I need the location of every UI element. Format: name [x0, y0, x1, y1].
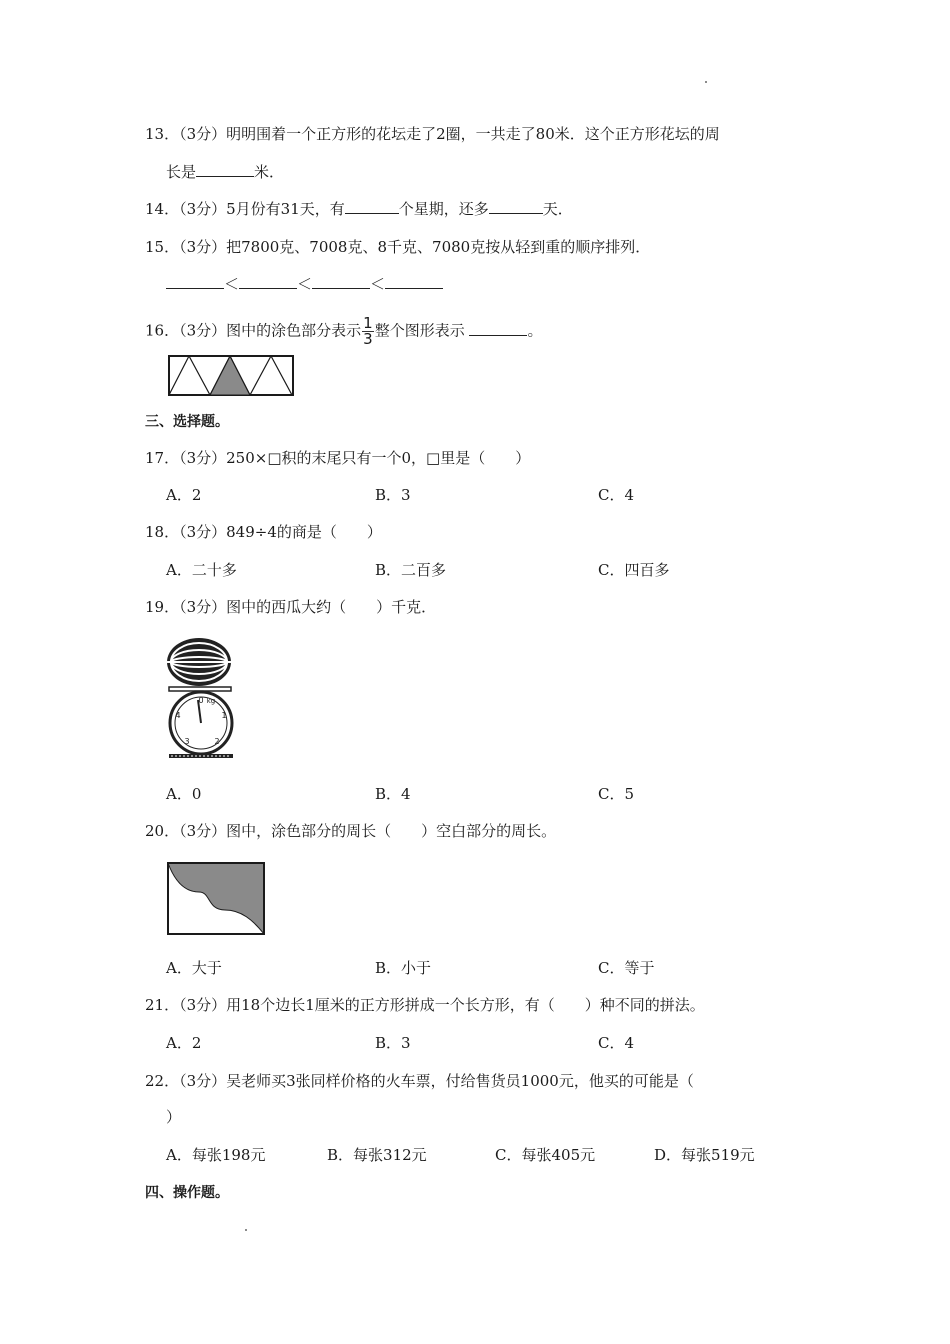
q19-option-a[interactable]: A．0: [166, 785, 202, 803]
q14-blank-weeks[interactable]: [345, 199, 399, 214]
q15-blank-2[interactable]: [239, 274, 297, 289]
q21-option-a[interactable]: A．2: [166, 1034, 202, 1052]
q15-blank-4[interactable]: [385, 274, 443, 289]
q16-answer-blank[interactable]: [469, 321, 527, 336]
scale-num-0: 0: [198, 696, 204, 705]
section4-title: 四、操作题。: [145, 1185, 229, 1201]
watermelon-icon: [167, 638, 231, 686]
q22-option-d[interactable]: D．每张519元: [654, 1146, 755, 1164]
q22-line1: 22．（3分）吴老师买3张同样价格的火车票，付给售货员1000元，他买的可能是（: [145, 1072, 694, 1090]
q20-option-c[interactable]: C．等于: [598, 959, 655, 977]
q20-option-a[interactable]: A．大于: [166, 959, 222, 977]
scale-num-3: 3: [184, 737, 190, 746]
q16-triangle-figure: [168, 355, 294, 396]
q19-option-c[interactable]: C．5: [598, 785, 635, 803]
q20-shaded-region-figure: [167, 862, 265, 936]
q13-line1: 13．（3分）明明围着一个正方形的花坛走了2圈，一共走了80米．这个正方形花坛的周: [145, 125, 720, 143]
q13-line2: [166, 162, 284, 182]
q14-line: [145, 199, 573, 219]
q16-post: 整个图形表示: [374, 321, 465, 340]
q22-option-c[interactable]: C．每张405元: [495, 1146, 596, 1164]
q18-option-a[interactable]: A．二十多: [166, 561, 237, 579]
q13-line2-post: 米．: [254, 163, 285, 181]
q16-shaded-triangle: [210, 356, 250, 395]
q15-order-row: [166, 274, 443, 294]
q17-option-b[interactable]: B．3: [375, 486, 411, 504]
q14-pre: 14．（3分）5月份有31天，有: [145, 200, 345, 218]
q16-frac-num: 1: [363, 314, 373, 332]
q18-option-c[interactable]: C．四百多: [598, 561, 670, 579]
q18-option-b[interactable]: B．二百多: [375, 561, 447, 579]
scale-icon: [169, 687, 233, 758]
q16-pre: 16．（3分）图中的涂色部分表示: [145, 321, 362, 340]
scale-num-2: 2: [214, 737, 220, 746]
section3-title: 三、选择题。: [145, 414, 229, 430]
q20-option-b[interactable]: B．小于: [375, 959, 432, 977]
q17-line: 17．（3分）250×□积的末尾只有一个0，□里是（ ）: [145, 449, 531, 467]
q19-watermelon-scale-figure: [165, 636, 245, 762]
q22-option-b[interactable]: B．每张312元: [327, 1146, 427, 1164]
q17-option-c[interactable]: C．4: [598, 486, 635, 504]
q15-lt-2: ＜: [297, 275, 313, 293]
q16-frac-den: 3: [363, 330, 373, 348]
q21-line: 21．（3分）用18个边长1厘米的正方形拼成一个长方形，有（ ）种不同的拼法。: [145, 996, 705, 1014]
q14-mid: 个星期，还多: [398, 200, 489, 218]
q21-option-c[interactable]: C．4: [598, 1034, 635, 1052]
q15-line: 15．（3分）把7800克、7008克、8千克、7080克按从轻到重的顺序排列．: [145, 238, 651, 256]
q15-lt-3: ＜: [370, 275, 386, 293]
q15-blank-3[interactable]: [312, 274, 370, 289]
q16-fraction: [362, 316, 374, 347]
q16-end: 。: [527, 321, 543, 340]
page-dot-bottom: [245, 1229, 247, 1231]
page-dot-top: [705, 81, 707, 83]
q20-line: 20．（3分）图中，涂色部分的周长（ ）空白部分的周长。: [145, 822, 557, 840]
q18-line: 18．（3分）849÷4的商是（ ）: [145, 523, 382, 541]
q22-option-a[interactable]: A．每张198元: [166, 1146, 266, 1164]
q20-shaded-region: [168, 863, 264, 934]
scale-num-1: 1: [221, 711, 227, 720]
q13-line2-pre: 长是: [166, 163, 197, 181]
scale-num-4: 4: [175, 711, 181, 720]
q15-lt-1: ＜: [224, 275, 240, 293]
q17-option-a[interactable]: A．2: [166, 486, 202, 504]
q13-answer-blank[interactable]: [196, 162, 254, 177]
scale-unit: kg: [206, 697, 216, 705]
q21-option-b[interactable]: B．3: [375, 1034, 411, 1052]
q14-blank-days[interactable]: [489, 199, 543, 214]
q16-line: [145, 316, 543, 347]
q14-post: 天．: [542, 200, 573, 218]
q19-line: 19．（3分）图中的西瓜大约（ ）千克．: [145, 598, 437, 616]
q19-option-b[interactable]: B．4: [375, 785, 411, 803]
q22-line2: ）: [166, 1108, 182, 1126]
q15-blank-1[interactable]: [166, 274, 224, 289]
